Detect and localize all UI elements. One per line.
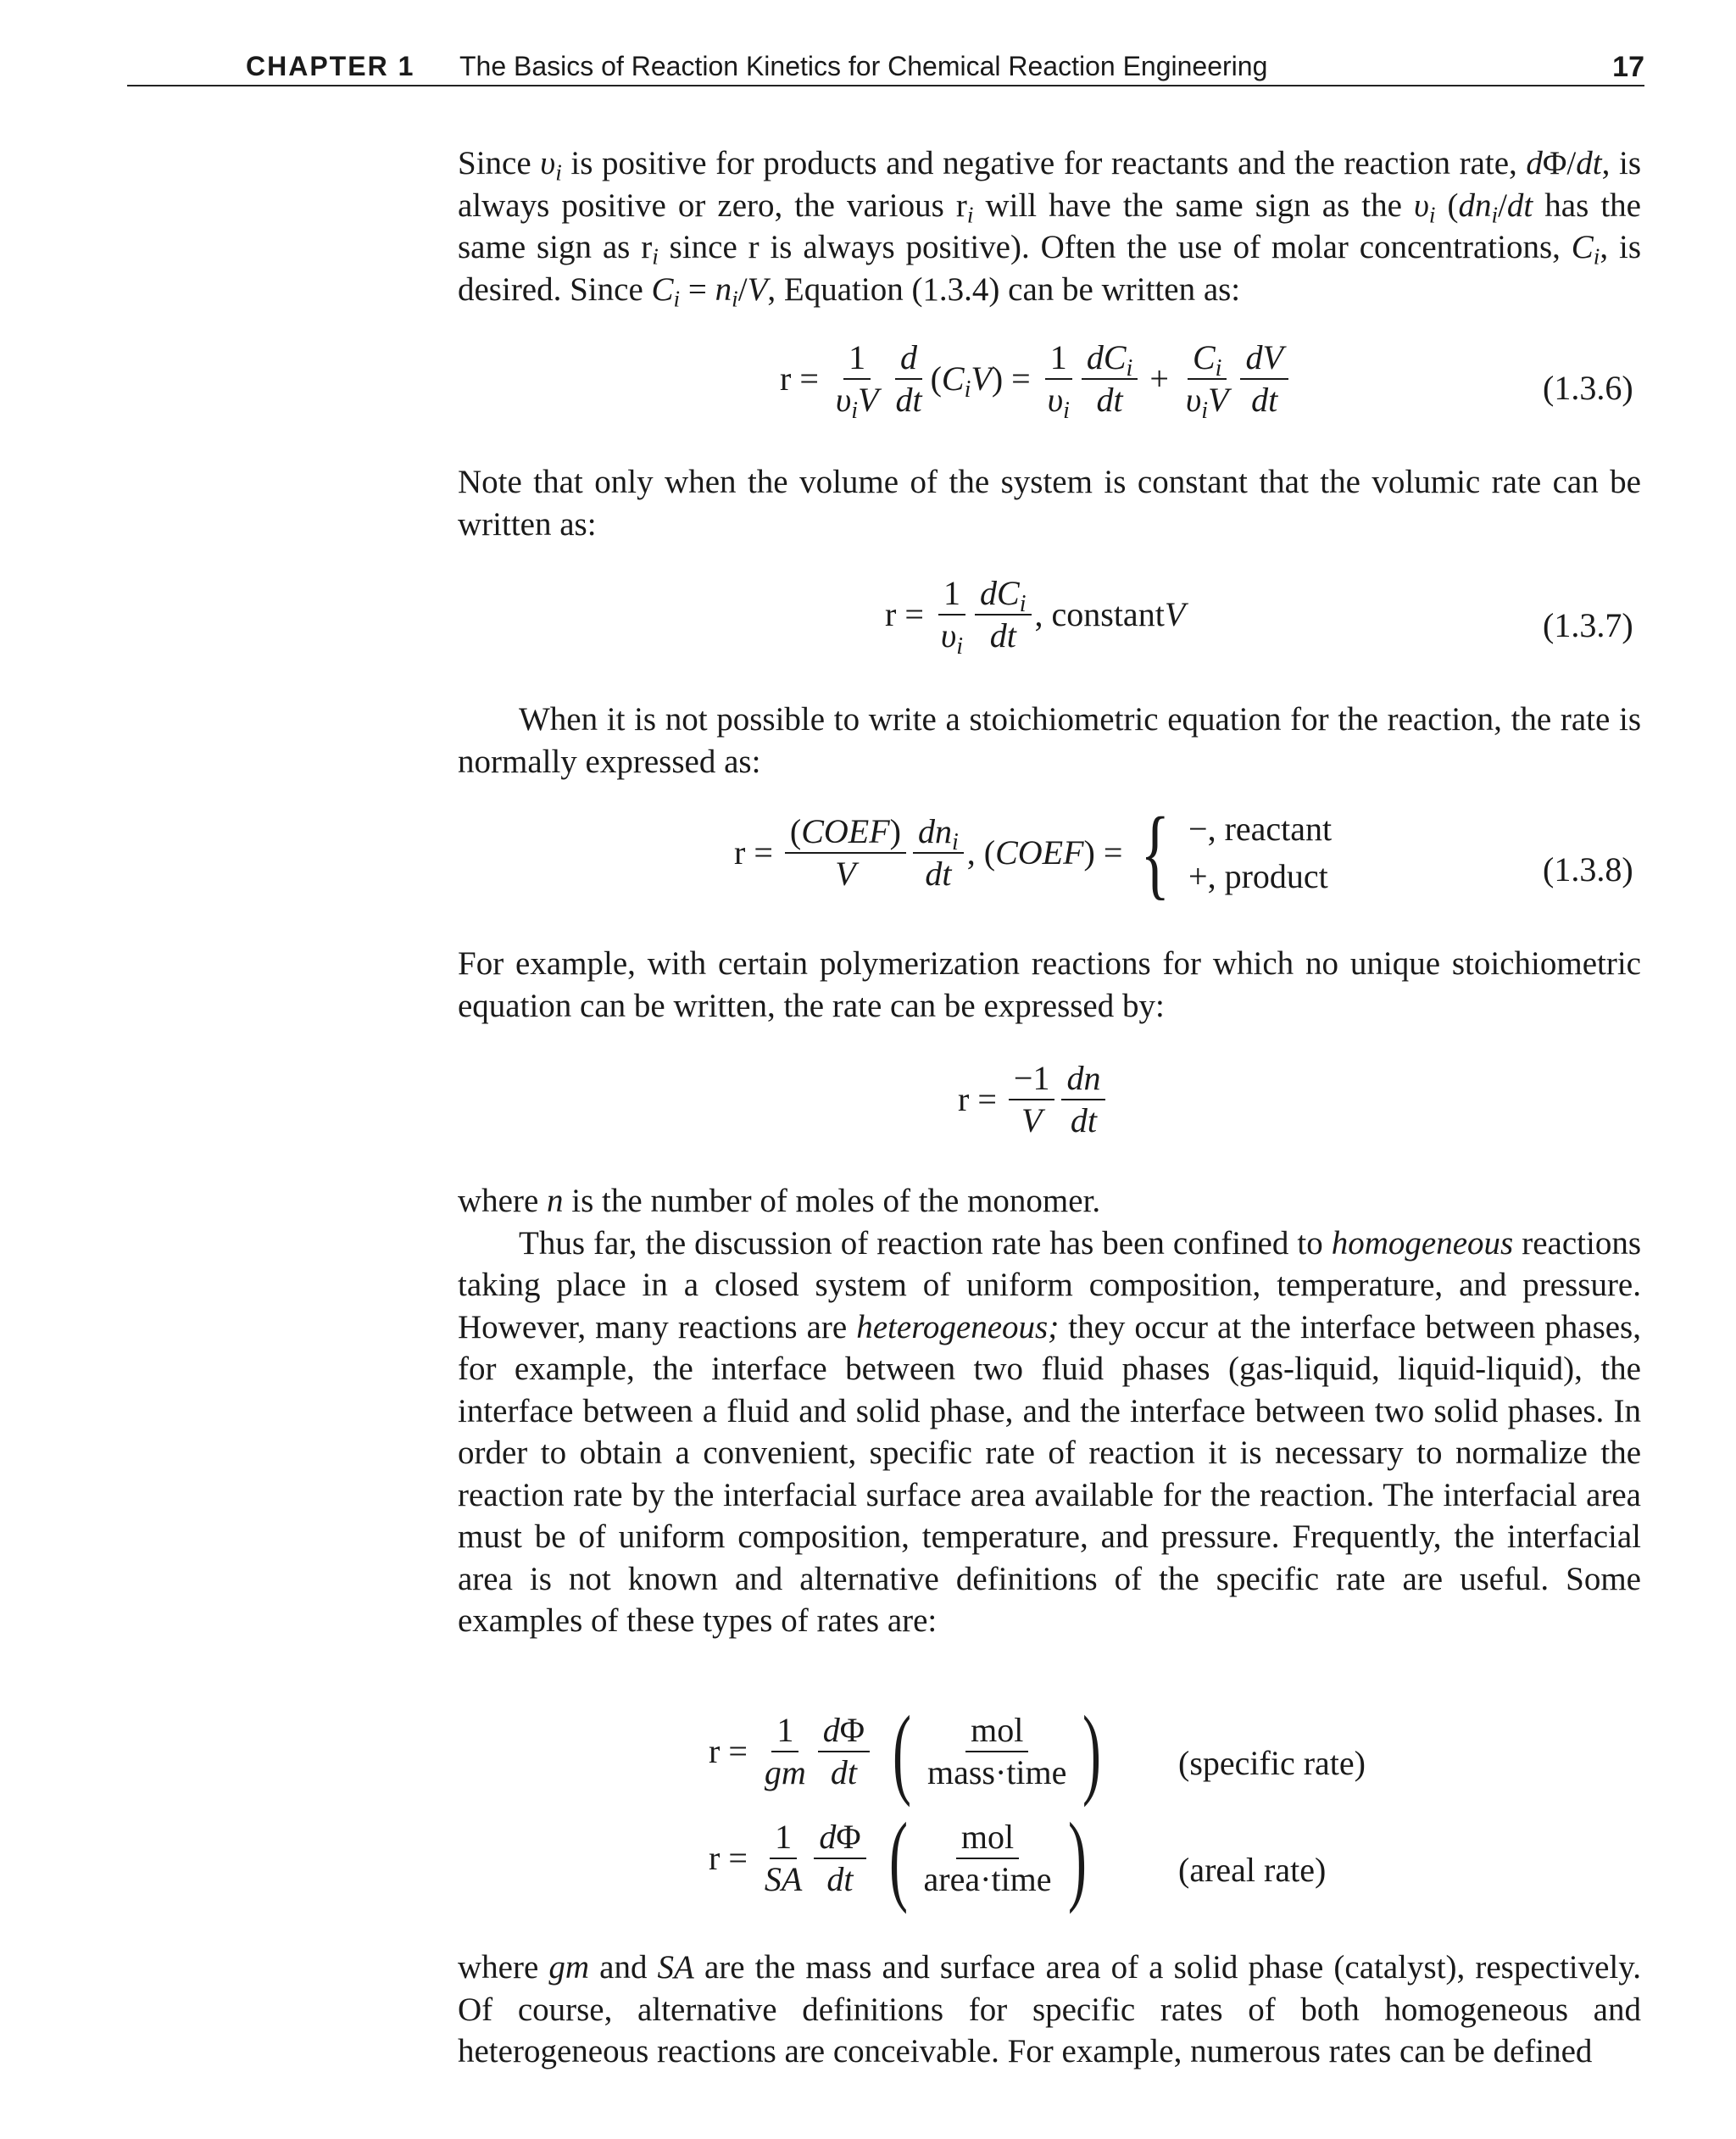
case-product: +, product xyxy=(1188,857,1328,895)
paragraph-7: where gm and SA are the mass and surface area of a solid phase (catalyst), respectively. Of course, alternative definitions for specific rates of both homogeneous and heterogeneous reactions are conceivable. For example, numerous rates can be defined xyxy=(458,1949,1641,2069)
chapter-title: The Basics of Reaction Kinetics for Chemical Reaction Engineering xyxy=(459,51,1268,81)
equation-polymerization-rate: r = $\frac{-1}{V}$ $\frac{dn}{dt}$ xyxy=(958,1061,1109,1138)
paragraph-3: When it is not possible to write a stoichiometric equation for the reaction, the rate is normally expressed as: xyxy=(458,701,1641,780)
paragraph-2: Note that only when the volume of the system is constant that the volumic rate can be written as: xyxy=(458,464,1641,543)
case-reactant: −, reactant xyxy=(1188,810,1333,848)
paragraph-5: where n is the number of moles of the monomer. Thus far, the discussion of reaction rate has been confined to homogeneous reactions taking place in a closed system of uniform composition, temperature, and pressure. However, many reactions are heterogeneous; they occur at the interface between phases, for example, the interface between two fluid phases (gas-liquid, liquid-liquid), the interface between a fluid and solid phase, and the interface between two solid phases. In order to obtain a convenient, specific rate of reaction it is necessary to normalize the reaction rate by the interfacial surface area available for the reaction. The interfacial area must be of uniform composition, temperature, and pressure. Frequently, the interfacial area is not known and alternative definitions of the specific rate are useful. Some examples of these types of rates are: xyxy=(458,1183,1642,1639)
equation-number-1-3-6: (1.3.6) xyxy=(1543,369,1633,407)
equation-1-3-6: r = $\frac{1}{\upsilon_iV}$ $\frac{d}{dt}$ $(C_iV)$ = $\frac{1}{\upsilon_i}$ $\frac{dC_i}{dt}$ + $\frac{C_i}{\upsilon_iV}$ $\frac{dV}{dt}$ xyxy=(780,341,1292,417)
equation-areal-rate: r = $\frac{1}{SA}$ $\frac{d\Phi}{dt}$ ( $\frac{\text{mol}}{\text{area·time}}$ ) xyxy=(709,1802,1087,1914)
page-number: 17 xyxy=(1612,51,1644,83)
label-specific-rate: (specific rate) xyxy=(1178,1744,1366,1782)
equation-number-1-3-7: (1.3.7) xyxy=(1543,606,1633,644)
paragraph-4: For example, with certain polymerization reactions for which no unique stoichiometric equation can be written, the rate can be expressed by: xyxy=(458,945,1641,1024)
equation-1-3-7: r = $\frac{1}{\upsilon_i}$ $\frac{dC_i}{dt}$ , constant V xyxy=(885,574,1186,660)
chapter-label: CHAPTER 1 xyxy=(246,51,415,81)
running-header xyxy=(127,47,1644,86)
equation-number-1-3-8: (1.3.8) xyxy=(1543,850,1633,888)
label-areal-rate: (areal rate) xyxy=(1178,1851,1327,1889)
equation-specific-rate: r = $\frac{1}{gm}$ $\frac{d\Phi}{dt}$ ( $\frac{\text{mol}}{\text{mass·time}}$ ) xyxy=(709,1695,1102,1808)
equation-1-3-8: r = $\frac{\text{(COEF)}}{V}$ $\frac{dn_i}{dt}$ , (COEF) = { −, reactant +, product xyxy=(734,796,1333,909)
paragraph-1: Since $\upsilon_i$ is positive for products and negative for reactants and the reaction rate, dΦ/dt, is always positive or zero, the various $r_i$ will have the same sign as the $\upsilon_i$ ($dn_i/dt$ has the same sign as $r_i$ since r is always positive). Often the use of molar concentrations, $C_i$, is desired. Since $C_i = n_i/V$, Equation (1.3.4) can be written as: xyxy=(458,145,1641,312)
